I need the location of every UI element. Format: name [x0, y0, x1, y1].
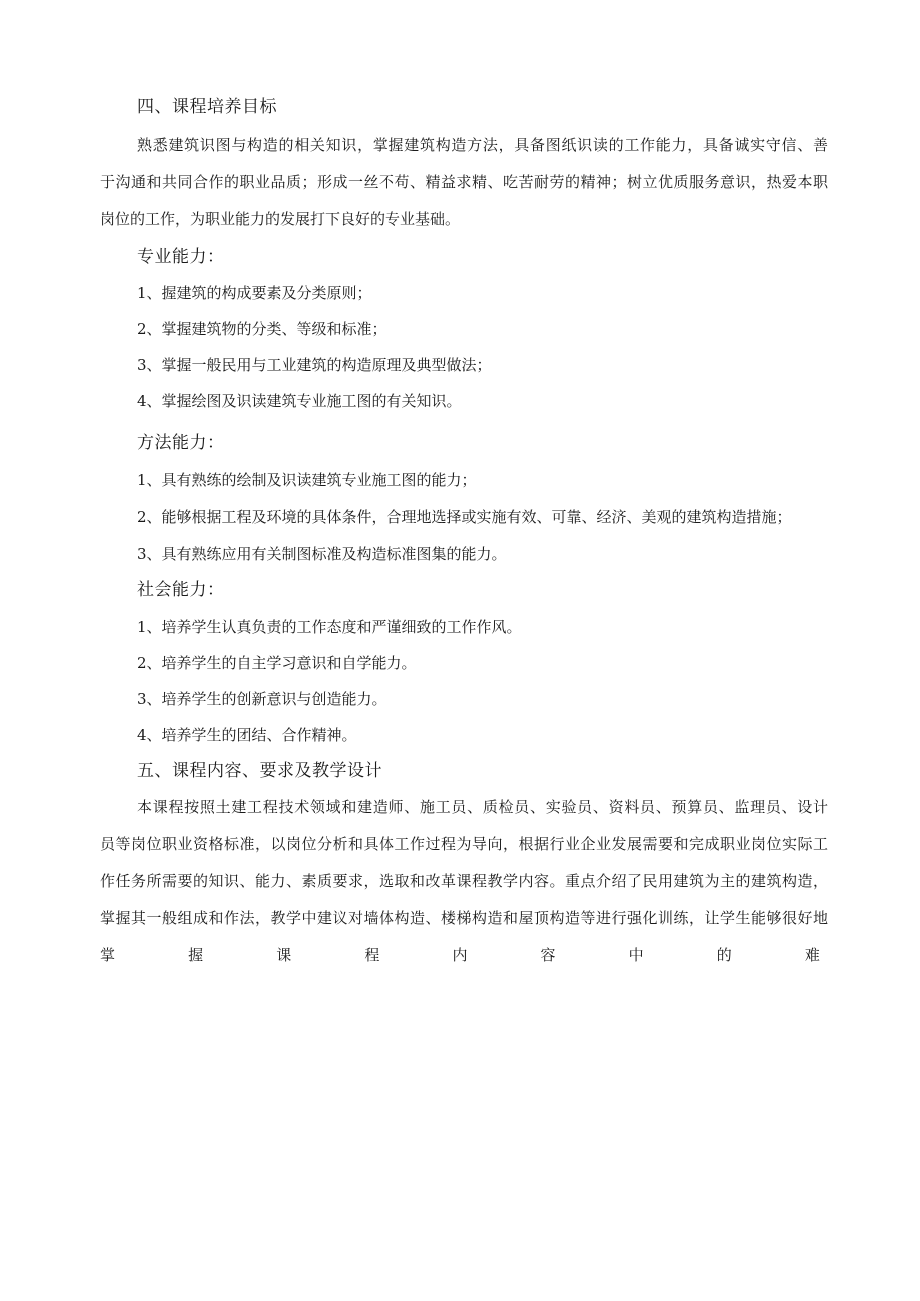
spread-char: 握 — [188, 946, 204, 964]
professional-item-3: 3、掌握一般民用与工业建筑的构造原理及典型做法； — [137, 356, 492, 374]
social-item-1: 1、培养学生认真负责的工作态度和严谨细致的工作作风。 — [137, 618, 522, 636]
intro-line-1: 熟悉建筑识图与构造的相关知识，掌握建筑构造方法，具备图纸识读的工作能力，具备诚实守信、善 — [137, 136, 828, 154]
professional-item-2: 2、掌握建筑物的分类、等级和标准； — [137, 320, 387, 338]
method-item-1: 1、具有熟练的绘制及识读建筑专业施工图的能力； — [137, 471, 477, 489]
professional-ability-heading: 专业能力： — [137, 247, 225, 267]
spread-char: 内 — [452, 946, 468, 964]
course-content-line-4: 掌握其一般组成和作法，教学中建议对墙体构造、楼梯构造和屋顶构造等进行强化训练，让学生能够很好地 — [100, 909, 828, 927]
professional-item-4: 4、掌握绘图及识读建筑专业施工图的有关知识。 — [137, 392, 462, 410]
spread-char: 的 — [716, 946, 732, 964]
spread-char: 掌 — [100, 946, 116, 964]
method-ability-heading: 方法能力： — [137, 433, 225, 453]
social-ability-heading: 社会能力： — [137, 580, 225, 600]
course-content-line-3: 作任务所需要的知识、能力、素质要求，选取和改革课程教学内容。重点介绍了民用建筑为主的建筑构造， — [100, 872, 828, 890]
social-item-3: 3、培养学生的创新意识与创造能力。 — [137, 690, 387, 708]
course-content-line-5 — [100, 944, 820, 966]
section-4-heading: 四、课程培养目标 — [137, 97, 277, 117]
spread-char: 容 — [540, 946, 556, 964]
intro-line-3: 岗位的工作，为职业能力的发展打下良好的专业基础。 — [100, 210, 461, 228]
social-item-4: 4、培养学生的团结、合作精神。 — [137, 726, 357, 744]
method-item-3: 3、具有熟练应用有关制图标准及构造标准图集的能力。 — [137, 545, 507, 563]
social-item-2: 2、培养学生的自主学习意识和自学能力。 — [137, 654, 417, 672]
section-5-heading: 五、课程内容、要求及教学设计 — [137, 761, 382, 781]
course-content-line-2: 员等岗位职业资格标准，以岗位分析和具体工作过程为导向，根据行业企业发展需要和完成职业岗位实际工 — [100, 835, 828, 853]
spread-char: 难 — [804, 946, 820, 964]
spread-char: 中 — [628, 946, 644, 964]
course-content-line-1: 本课程按照土建工程技术领域和建造师、施工员、质检员、实验员、资料员、预算员、监理员、设计 — [137, 798, 828, 816]
method-item-2: 2、能够根据工程及环境的具体条件，合理地选择或实施有效、可靠、经济、美观的建筑构造措施； — [137, 508, 792, 526]
spread-char: 程 — [364, 946, 380, 964]
professional-item-1: 1、握建筑的构成要素及分类原则； — [137, 284, 372, 302]
spread-char: 课 — [276, 946, 292, 964]
intro-line-2: 于沟通和共同合作的职业品质；形成一丝不苟、精益求精、吃苦耐劳的精神；树立优质服务意识，热爱本职 — [100, 173, 828, 191]
